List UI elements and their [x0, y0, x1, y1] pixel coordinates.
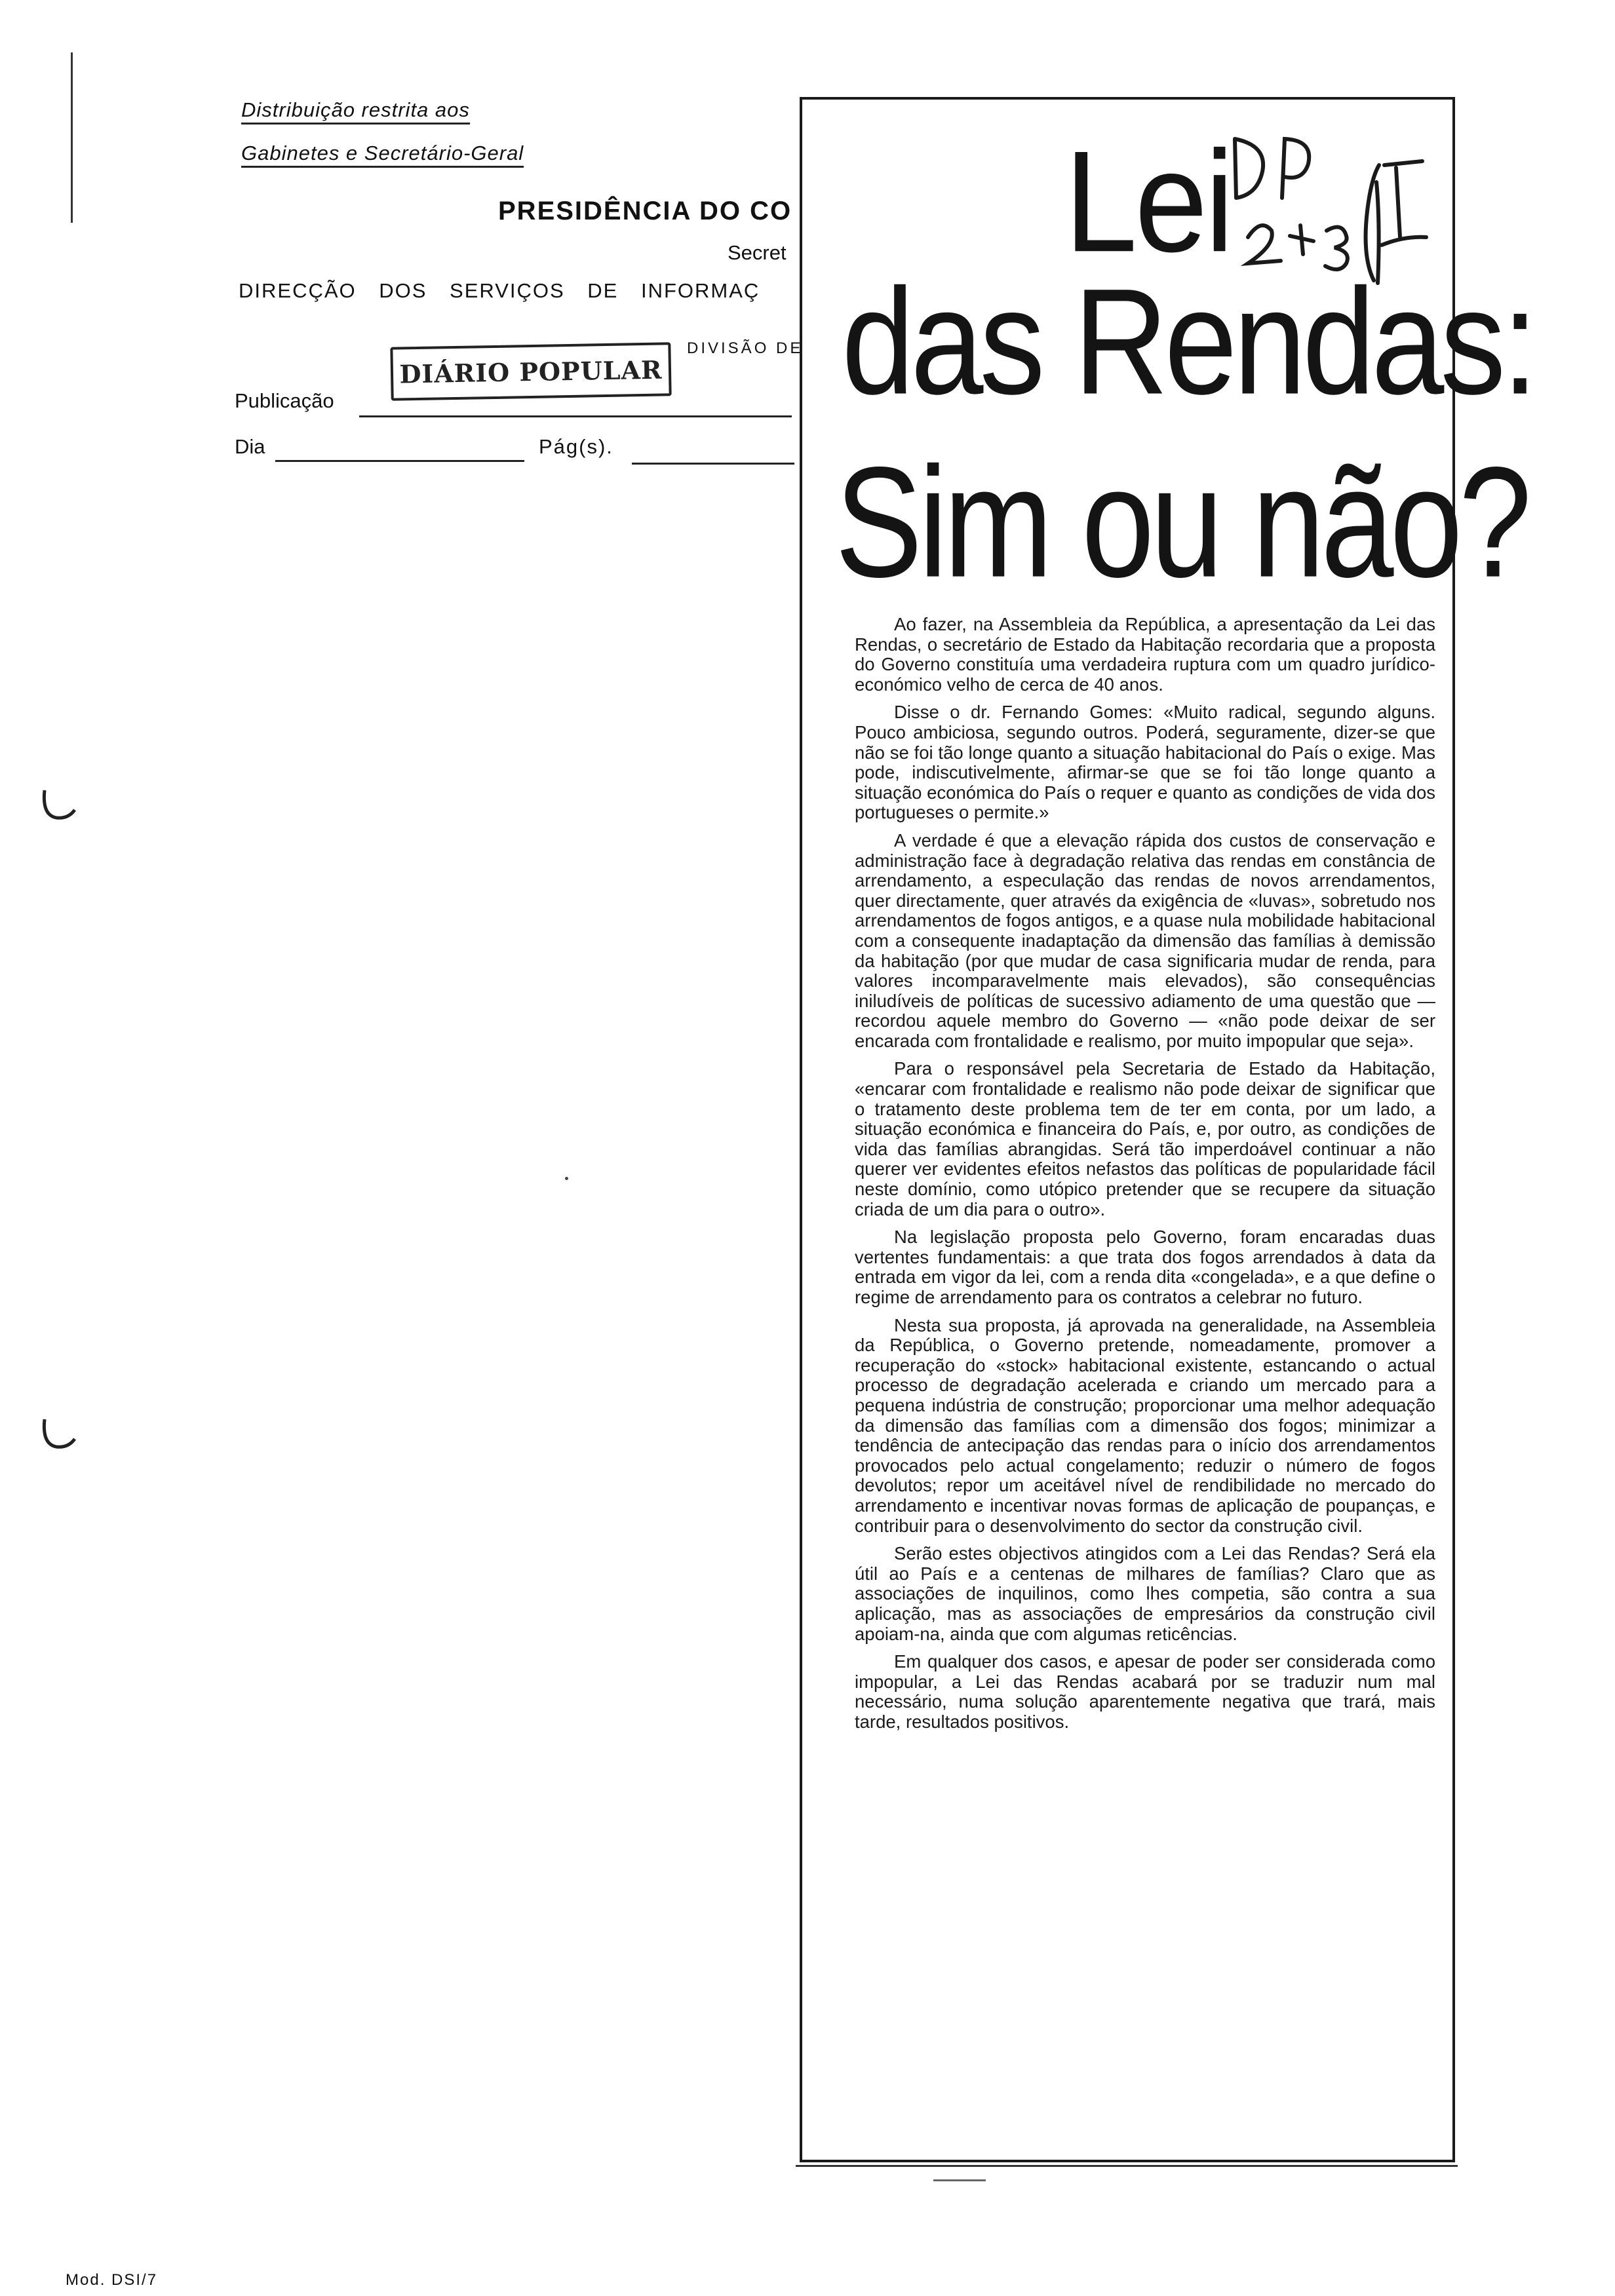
- publication-label: Publicação: [235, 389, 334, 412]
- page-field-line: [632, 463, 794, 465]
- article-paragraph: Para o responsável pela Secretaria de Estado da Habitação, «encarar com frontalidade e realismo não pode deixar de significar que o tratamento deste problema tem de ter em conta, por um lado, a situação económica e financeira do País, e, por outro, as condições de vida das famílias abrangidas. Será tão imperdoável continuar a não querer ver evidentes efeitos nefastos das políticas de popularidade fácil neste domínio, como utópico pretender que se recupere da situação criada de um dia para o outro».: [855, 1058, 1435, 1219]
- speck: [565, 1177, 568, 1180]
- article-paragraph: Nesta sua proposta, já aprovada na generalidade, na Assembleia da República, o Governo pretende, nomeadamente, promover a recuperação do «stock» habitacional existente, estancando o actual processo de degradação acelerada e criando um mercado para a pequena indústria de construção; proporcionar uma melhor adequação da dimensão das famílias com a dimensão dos fogos; minimizar a tendência de antecipação das rendas para o início dos arrendamentos provocados pelo actual congelamento; reduzir o número de fogos devolutos; repor um aceitável nível de rendibilidade no mercado do arrendamento e incentivar novas formas de aplicação de poupanças, e contribuir para o desenvolvimento do sector da construção civil.: [855, 1314, 1435, 1536]
- headline-line2: das Rendas:: [842, 258, 1534, 426]
- day-label: Dia: [235, 435, 265, 458]
- article-paragraph: Disse o dr. Fernando Gomes: «Muito radical, segundo alguns. Pouco ambiciosa, segundo outros. Poderá, seguramente, dizer-se que não se foi tão longe quanto a situação habitacional do País o exige. Mas pode, indiscutivelmente, afirmar-se que se foi tão longe quanto a situação económica do País o requer e quanto as condições de vida dos portugueses o permite.»: [855, 702, 1435, 823]
- article-paragraph: Serão estes objectivos atingidos com a Lei das Rendas? Será ela útil ao País e a centenas de milhares de famílias? Claro que as associações de inquilinos, como lhes competia, são contra a sua aplicação, mas as associações de empresários da construção civil apoiam-na, ainda que com algumas reticências.: [855, 1543, 1435, 1644]
- newspaper-stamp: DIÁRIO POPULAR: [390, 342, 671, 400]
- division-label: DIVISÃO DE: [687, 339, 804, 357]
- directorate-heading: DIRECÇÃO DOS SERVIÇOS DE INFORMAÇ: [239, 279, 760, 302]
- headline-line3: Sim ou não?: [835, 434, 1528, 611]
- form-code: Mod. DSI/7: [66, 2271, 158, 2289]
- article-body: [855, 615, 1435, 1740]
- presidency-heading: PRESIDÊNCIA DO CO: [498, 197, 792, 225]
- binder-hole-mark: [39, 1415, 79, 1455]
- day-field-line: [275, 460, 524, 462]
- clipping-bottom-edge: [796, 2165, 1458, 2167]
- secretariat-label: Secret: [728, 241, 787, 264]
- article-paragraph: Ao fazer, na Assembleia da República, a apresentação da Lei das Rendas, o secretário de Estado da Habitação recordaria que a proposta do Governo constituía uma verdadeira ruptura com um quadro jurídico-económico velho de cerca de 40 anos.: [855, 614, 1435, 695]
- article-paragraph: A verdade é que a elevação rápida dos custos de conservação e administração face à degradação relativa das rendas em constância de arrendamento, a especulação das rendas de novos arrendamentos, quer directamente, quer através da exigência de «luvas», sobretudo nos arrendamentos de fogos antigos, e a quase nula mobilidade habitacional com a consequente inadaptação da dimensão das famílias à demissão da habitação (por que mudar de casa significaria mudar de renda, para valores incomparavelmente mais elevados), são consequências iniludíveis de políticas de sucessivo adiamento de uma questão que — recordou aquele membro do Governo — «não pode deixar de ser encarada com frontalidade e realismo, por muito impopular que seja».: [855, 830, 1435, 1051]
- page-label: Pág(s).: [539, 435, 613, 458]
- scan-mark: [933, 2179, 986, 2181]
- left-margin-line: [71, 52, 73, 223]
- restricted-distribution-line2: Gabinetes e Secretário-Geral: [241, 142, 524, 165]
- article-paragraph: Na legislação proposta pelo Governo, foram encaradas duas vertentes fundamentais: a que trata dos fogos arrendados à data da entrada em vigor da lei, com a renda dita «congelada», e a que define o regime de arrendamento para os contratos a celebrar no futuro.: [855, 1227, 1435, 1307]
- binder-hole-mark: [39, 786, 79, 826]
- article-paragraph: Em qualquer dos casos, e apesar de poder ser considerada como impopular, a Lei das Rendas acabará por se traduzir num mal necessário, numa solução aparentemente negativa que trará, mais tarde, resultados positivos.: [855, 1651, 1435, 1732]
- publication-field-line: [359, 415, 792, 417]
- newspaper-clipping: [800, 97, 1534, 2162]
- headline-line1: Lei: [1064, 121, 1232, 282]
- restricted-distribution-line1: Distribuição restrita aos: [241, 98, 470, 122]
